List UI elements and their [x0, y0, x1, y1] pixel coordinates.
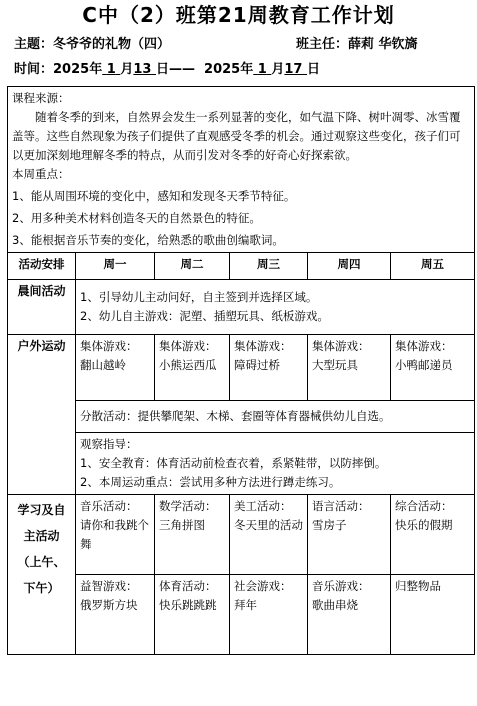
plan-table — [7, 86, 475, 655]
start-day: 13 — [133, 62, 152, 77]
study-cell: 体育活动： 快乐跳跳跳 — [155, 575, 230, 655]
focus-item: 2、用多种美术材料创造冬天的自然景色的特征。 — [12, 211, 261, 225]
theme-label: 主题： — [14, 37, 54, 52]
teacher-line — [296, 33, 418, 52]
teacher-label: 班主任： — [296, 37, 349, 52]
header-cell: 周五 — [391, 253, 475, 280]
time-line: 时间：2025年 1 月13 日—— 2025年 1 月17 日 — [14, 62, 320, 77]
outdoor-game-cell: 集体游戏： 大型玩具 — [308, 335, 391, 401]
header-cell: 周一 — [76, 253, 155, 280]
study-cell: 语言活动： 雪房子 — [308, 495, 391, 575]
guide-line: 2、本周运动重点：尝试用多种方法进行蹲走练习。 — [80, 475, 341, 489]
header-cell: 周三 — [230, 253, 308, 280]
header-cell: 周四 — [308, 253, 391, 280]
outdoor-game-cell: 集体游戏： 障碍过桥 — [230, 335, 308, 401]
outdoor-label: 户外运动 — [8, 335, 76, 495]
theme-line — [14, 33, 474, 53]
outdoor-game-cell: 集体游戏： 小熊运西瓜 — [155, 335, 230, 401]
focus-item: 3、能根据音乐节奏的变化，给熟悉的歌曲创编歌词。 — [12, 233, 284, 247]
source-text: 随着冬季的到来，自然界会发生一系列显著的变化，如气温下降、树叶凋零、冰雪覆盖等。这些自然现象为孩子们提供了直观感受冬季的机会。通过观察这些变化，孩子们可以更加深刻地理解冬季的特点，从而引发对冬季的好奇心好探索欲。 — [12, 110, 461, 162]
header-row — [8, 253, 475, 280]
intro-cell — [8, 87, 475, 253]
outdoor-game-cell: 集体游戏： 翻山越岭 — [76, 335, 155, 401]
study-cell: 益智游戏： 俄罗斯方块 — [76, 575, 155, 655]
teacher-value: 薛莉 华钦旖 — [348, 37, 418, 52]
outdoor-guide-cell — [76, 433, 475, 495]
study-cell: 音乐活动： 请你和我跳个舞 — [76, 495, 155, 575]
morning-label: 晨间活动 — [8, 280, 76, 335]
focus-title: 本周重点： — [12, 167, 70, 181]
start-year: 2025 — [53, 62, 90, 77]
time-label: 时间： — [14, 62, 54, 77]
end-day: 17 — [284, 62, 303, 77]
theme-value: 冬爷爷的礼物（四） — [53, 37, 171, 52]
source-title: 课程来源： — [12, 91, 70, 105]
outdoor-game-cell: 集体游戏： 小鸭邮递员 — [391, 335, 475, 401]
outdoor-split-cell: 分散活动：提供攀爬架、木梯、套圈等体育器械供幼儿自选。 — [76, 401, 475, 433]
end-month: 1 — [257, 62, 267, 77]
study-cell: 美工活动： 冬天里的活动 — [230, 495, 308, 575]
study-cell: 综合活动： 快乐的假期 — [391, 495, 475, 575]
morning-line: 1、引导幼儿主动问好，自主签到并选择区域。 — [80, 290, 318, 304]
morning-line: 2、幼儿自主游戏：泥塑、插塑玩具、纸板游戏。 — [80, 309, 329, 323]
end-year: 2025 — [204, 62, 241, 77]
focus-item: 1、能从周围环境的变化中，感知和发现冬天季节特征。 — [12, 189, 296, 203]
start-month: 1 — [106, 62, 116, 77]
morning-cell — [76, 280, 475, 335]
study-cell: 音乐游戏： 歌曲串烧 — [308, 575, 391, 655]
header-cell: 活动安排 — [8, 253, 76, 280]
study-cell: 社会游戏： 拜年 — [230, 575, 308, 655]
page-title: C中（2）班第21周教育工作计划 — [82, 3, 395, 27]
header-cell: 周二 — [155, 253, 230, 280]
study-label: 学习及自 主活动 （上午、 下午） — [8, 495, 76, 655]
study-cell: 归整物品 — [391, 575, 475, 655]
study-cell: 数学活动： 三角拼图 — [155, 495, 230, 575]
guide-line: 1、安全教育：体育活动前检查衣着，系紧鞋带，以防摔倒。 — [80, 456, 387, 470]
guide-title: 观察指导： — [80, 437, 138, 451]
